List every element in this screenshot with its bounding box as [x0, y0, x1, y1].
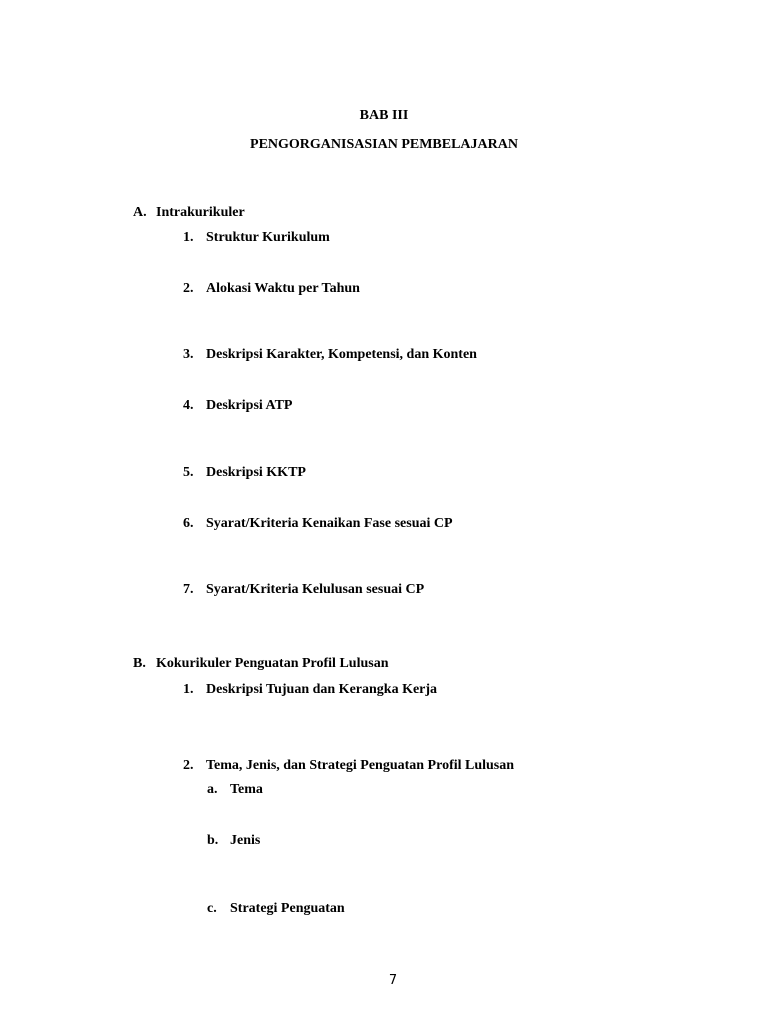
chapter-heading: BAB III [359, 108, 409, 123]
section-heading-a [133, 205, 245, 221]
sub-list-item [207, 901, 345, 917]
subitem-label: Tema [230, 782, 263, 797]
item-marker: 2. [183, 281, 194, 296]
list-item [183, 682, 437, 698]
subitem-marker: b. [207, 833, 219, 848]
item-label: Alokasi Waktu per Tahun [206, 281, 360, 296]
subitem-marker: c. [207, 901, 217, 916]
list-item [183, 758, 514, 774]
section-heading-b [133, 656, 388, 672]
item-label: Tema, Jenis, dan Strategi Penguatan Profil Lulusan [206, 758, 515, 773]
item-label: Deskripsi Karakter, Kompetensi, dan Konten [206, 347, 477, 362]
item-marker: 6. [183, 516, 194, 531]
list-item [183, 230, 330, 246]
item-label: Deskripsi KKTP [206, 465, 306, 480]
subitem-label: Strategi Penguatan [230, 901, 345, 916]
item-marker: 1. [183, 230, 194, 245]
list-item [183, 281, 360, 297]
section-label: Kokurikuler Penguatan Profil Lulusan [156, 656, 389, 671]
item-marker: 2. [183, 758, 194, 773]
chapter-title: PENGORGANISASIAN PEMBELAJARAN [250, 137, 518, 152]
item-marker: 1. [183, 682, 194, 697]
item-label: Struktur Kurikulum [206, 230, 330, 245]
section-label: Intrakurikuler [156, 205, 245, 220]
subitem-label: Jenis [230, 833, 261, 848]
item-label: Syarat/Kriteria Kelulusan sesuai CP [206, 582, 425, 597]
item-label: Deskripsi ATP [206, 398, 293, 413]
section-marker: B. [133, 656, 146, 671]
item-label: Syarat/Kriteria Kenaikan Fase sesuai CP [206, 516, 453, 531]
sub-list-item [207, 833, 260, 849]
subitem-marker: a. [207, 782, 218, 797]
item-marker: 5. [183, 465, 194, 480]
item-marker: 7. [183, 582, 194, 597]
list-item [183, 465, 306, 481]
page-number: 7 [388, 973, 398, 988]
list-item [183, 516, 453, 532]
list-item [183, 582, 424, 598]
item-marker: 3. [183, 347, 194, 362]
list-item [183, 347, 477, 363]
item-label: Deskripsi Tujuan dan Kerangka Kerja [206, 682, 438, 697]
sub-list-item [207, 782, 263, 798]
list-item [183, 398, 292, 414]
section-marker: A. [133, 205, 147, 220]
item-marker: 4. [183, 398, 194, 413]
